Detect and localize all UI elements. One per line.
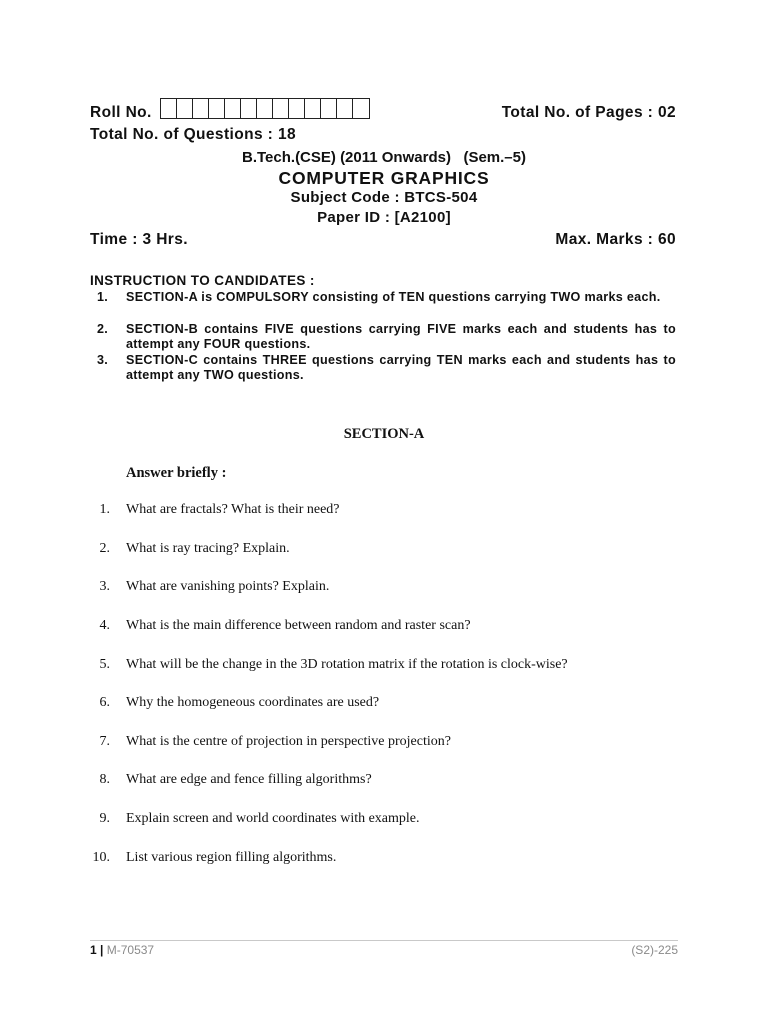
instruction-number: 1. [97, 290, 109, 304]
course-line: B.Tech.(CSE) (2011 Onwards) (Sem.–5) [242, 149, 526, 166]
question-text: List various region filling algorithms. [126, 850, 337, 865]
question-text: What is ray tracing? Explain. [126, 541, 290, 556]
footer-right-code: (S2)-225 [631, 943, 678, 957]
instruction-text: SECTION-B contains FIVE questions carrying FIVE marks each and students has to attempt any FOUR questions. [126, 322, 676, 351]
roll-number-label: Roll No. [90, 104, 152, 121]
subject-code: Subject Code : BTCS-504 [290, 189, 478, 206]
paper-id: Paper ID : [A2100] [317, 209, 451, 226]
instruction-item [90, 322, 676, 354]
question-text: Explain screen and world coordinates with example. [126, 811, 420, 826]
question-number: 9. [99, 811, 110, 826]
question-text: What will be the change in the 3D rotation matrix if the rotation is clock-wise? [126, 657, 568, 672]
instruction-text: SECTION-A is COMPULSORY consisting of TEN questions carrying TWO marks each. [126, 290, 661, 304]
question-text: What is the centre of projection in perspective projection? [126, 734, 451, 749]
question-number: 6. [99, 695, 110, 710]
question-text: What are fractals? What is their need? [126, 502, 340, 517]
footer-left [90, 943, 154, 957]
instruction-number: 3. [97, 353, 109, 367]
question-number: 5. [99, 657, 110, 672]
max-marks: Max. Marks : 60 [555, 231, 676, 248]
total-pages: Total No. of Pages : 02 [501, 104, 676, 121]
instruction-number: 2. [97, 322, 109, 336]
question-number: 7. [99, 734, 110, 749]
question-number: 3. [99, 579, 110, 594]
instructions-heading: INSTRUCTION TO CANDIDATES : [90, 273, 315, 288]
question-text: What are vanishing points? Explain. [126, 579, 330, 594]
footer-paper-code: M-70537 [106, 943, 155, 957]
question-number: 8. [99, 772, 110, 787]
instruction-text: SECTION-C contains THREE questions carrying TEN marks each and students has to attempt any TWO questions. [126, 353, 676, 382]
time-allowed: Time : 3 Hrs. [90, 231, 188, 248]
question-number: 1. [99, 502, 110, 517]
section-title: SECTION-A [343, 426, 425, 442]
question-text: Why the homogeneous coordinates are used? [126, 695, 380, 710]
roll-number-boxes [160, 98, 370, 119]
question-number: 2. [99, 541, 110, 556]
footer-separator: | [100, 943, 104, 957]
question-text: What is the main difference between random and raster scan? [126, 618, 471, 633]
total-questions: Total No. of Questions : 18 [90, 126, 296, 143]
instruction-item [90, 353, 676, 385]
footer-page-number: 1 [90, 943, 97, 957]
question-number: 4. [99, 618, 110, 633]
subject-title: COMPUTER GRAPHICS [278, 168, 490, 188]
section-subtitle: Answer briefly : [126, 465, 227, 481]
instruction-item [90, 290, 676, 322]
question-number: 10. [92, 850, 110, 865]
footer-divider [90, 940, 678, 941]
question-text: What are edge and fence filling algorithms? [126, 772, 372, 787]
